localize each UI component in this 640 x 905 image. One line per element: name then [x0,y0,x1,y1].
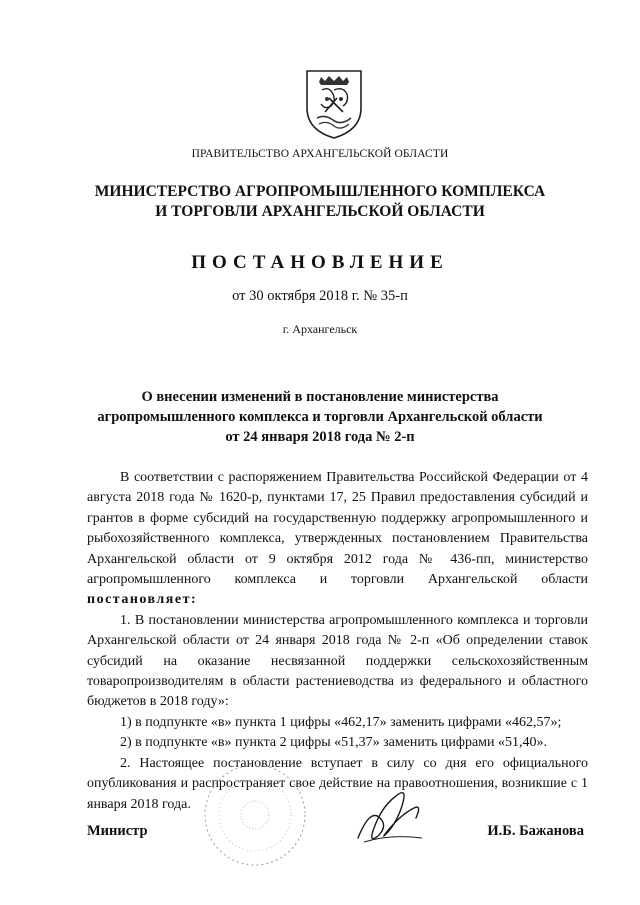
document-date: от 30 октября 2018 г. № 35-п [232,288,408,304]
coat-of-arms-icon [303,68,365,140]
item-1-sub-1: 1) в подпункте «в» пункта 1 цифры «462,17» заменить цифрами «462,57»; [120,714,562,730]
item-1-sub-2: 2) в подпункте «в» пункта 2 цифры «51,37» заменить цифрами «51,40». [120,735,548,751]
ministry-name-line2: И ТОРГОВЛИ АРХАНГЕЛЬСКОЙ ОБЛАСТИ [155,203,485,220]
signatory-name: И.Б. Бажанова [487,823,584,839]
signatory-position: Министр [87,823,148,839]
government-name: ПРАВИТЕЛЬСТВО АРХАНГЕЛЬСКОЙ ОБЛАСТИ [191,148,449,160]
document-body [87,468,588,815]
intro-text: В соответствии с распоряжением Правительства Российской Федерации от 4 августа 2018 года № 1620-р, пунктами 17, 25 Правил предоставления субсидий и грантов в форме субсидий на государственную поддержку агропромышленного и рыбохозяйственного комплекса, утвержденных постановлением Правительства Архангельской области от 9 октября 2012 года № 436-пп, министерство агропромышленного комплекса и торговли Архангельской области [87,470,588,588]
subject-line3: от 24 января 2018 года № 2-п [225,429,415,445]
document-title: ПОСТАНОВЛЕНИЕ [191,252,449,273]
document-subject [0,387,640,447]
subject-line1: О внесении изменений в постановление министерства [141,389,499,405]
official-seal [195,760,315,870]
document-city: г. Архангельск [282,322,358,336]
item-1: 1. В постановлении министерства агропромышленного комплекса и торговли Архангельской области от 24 января 2018 года № 2-п «Об определении ставок субсидий на оказание несвязанной поддержки сельскохозяйственным товаропроизводителям в области растениеводства из федерального и областного бюджетов в 2018 году»: [87,612,588,710]
subject-line2: агропромышленного комплекса и торговли Архангельской области [97,409,543,425]
ministry-name [0,182,640,222]
intro-paragraph [87,468,588,611]
ministry-name-line1: МИНИСТЕРСТВО АГРОПРОМЫШЛЕННОГО КОМПЛЕКСА [94,183,546,200]
handwritten-signature [350,778,430,850]
item-2: 2. Настоящее постановление вступает в силу со дня его официального опубликования и распространяет свое действие на правоотношения, возникшие с 1 января 2018 года. [87,755,588,812]
resolves-word: постановляет: [87,592,198,608]
